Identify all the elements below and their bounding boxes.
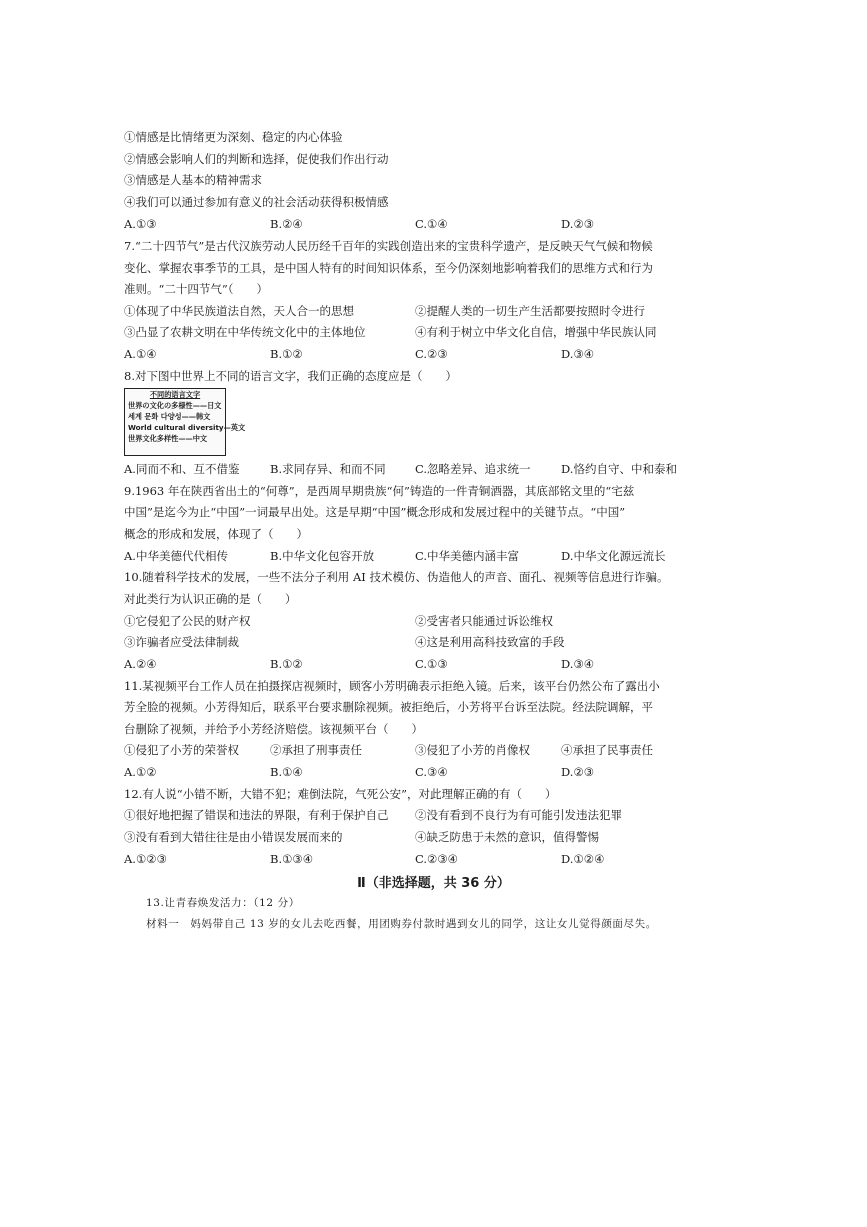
q8-option-d: D.恪约自守、中和泰和 xyxy=(561,462,677,476)
q12-item-4: ④缺乏防患于未然的意识，值得警惕 xyxy=(415,830,599,844)
q8-figure-line-2: 세계 문화 다양성——韩文 xyxy=(128,412,211,421)
q12-option-c: C.②③④ xyxy=(415,852,458,866)
q11-item-2: ②承担了刑事责任 xyxy=(270,743,362,757)
q11-stem-3: 台删除了视频，并给予小芳经济赔偿。该视频平台（ ） xyxy=(124,722,423,736)
q9-option-b: B.中华文化包容开放 xyxy=(270,549,375,563)
q10-option-d: D.③④ xyxy=(561,657,595,671)
q6-item-4: ④我们可以通过参加有意义的社会活动获得积极情感 xyxy=(124,195,389,209)
q11-item-4: ④承担了民事责任 xyxy=(561,743,653,757)
q11-option-a: A.①② xyxy=(124,765,157,779)
q9-option-d: D.中华文化源远流长 xyxy=(561,549,666,563)
q11-option-c: C.③④ xyxy=(415,765,448,779)
q10-option-c: C.①③ xyxy=(415,657,448,671)
q11-stem-1: 11.某视频平台工作人员在拍摄探店视频时，顾客小芳明确表示拒绝入镜。后来，该平台仍然公布了露出小 xyxy=(124,679,660,693)
q7-stem-1: 7.“二十四节气”是古代汉族劳动人民历经千百年的实践创造出来的宝贵科学遗产，是反映天气气候和物候 xyxy=(124,239,653,253)
q10-item-3: ③诈骗者应受法律制裁 xyxy=(124,635,239,649)
q9-stem-2: 中国”是迄今为止“中国”一词最早出处。这是早期“中国”概念形成和发展过程中的关键节点。“中国” xyxy=(124,505,626,519)
q8-figure-line-4: 世界文化多样性——中文 xyxy=(128,434,208,443)
q7-item-4: ④有利于树立中华文化自信，增强中华民族认同 xyxy=(415,325,657,339)
q8-option-b: B.求同存异、和而不同 xyxy=(270,462,386,476)
q9-option-a: A.中华美德代代相传 xyxy=(124,549,228,563)
q10-stem-2: 对此类行为认识正确的是（ ） xyxy=(124,592,297,606)
q8-language-figure xyxy=(124,388,246,456)
section-2-title: Ⅱ（非选择题，共 36 分） xyxy=(357,876,510,891)
q10-item-2: ②受害者只能通过诉讼维权 xyxy=(415,614,553,628)
q7-stem-3: 准则。“二十四节气”（ ） xyxy=(124,282,269,296)
q9-stem-1: 9.1963 年在陕西省出土的“何尊”，是西周早期贵族“何”铸造的一件青铜酒器，其底部铭文里的“宅兹 xyxy=(124,484,635,498)
q11-item-3: ③侵犯了小芳的肖像权 xyxy=(415,743,530,757)
q12-item-2: ②没有看到不良行为有可能引发违法犯罪 xyxy=(415,808,622,822)
q6-item-2: ②情感会影响人们的判断和选择，促使我们作出行动 xyxy=(124,152,389,166)
q12-item-1: ①很好地把握了错误和违法的界限，有利于保护自己 xyxy=(124,808,389,822)
q10-item-1: ①它侵犯了公民的财产权 xyxy=(124,614,251,628)
q12-option-a: A.①②③ xyxy=(124,852,167,866)
q7-option-a: A.①④ xyxy=(124,347,157,361)
q6-option-c: C.①④ xyxy=(415,217,448,231)
q12-item-3: ③没有看到大错往往是由小错误发展而来的 xyxy=(124,830,343,844)
q12-stem: 12.有人说“小错不断，大错不犯；难倒法院，气死公安”，对此理解正确的有（ ） xyxy=(124,787,557,801)
q11-option-d: D.②③ xyxy=(561,765,595,779)
q6-option-b: B.②④ xyxy=(270,217,303,231)
q9-option-c: C.中华美德内涵丰富 xyxy=(415,549,520,563)
q8-figure-line-1: 世界の文化の多様性——日文 xyxy=(128,401,222,410)
q11-stem-2: 芳全脸的视频。小芳得知后，联系平台要求删除视频。被拒绝后，小芳将平台诉至法院。经法院调解，平 xyxy=(124,700,653,714)
q7-option-c: C.②③ xyxy=(415,347,448,361)
q7-item-2: ②提醒人类的一切生产生活都要按照时令进行 xyxy=(415,304,645,318)
q6-option-a: A.①③ xyxy=(124,217,157,231)
q8-figure-title: 不同的语言文字 xyxy=(149,390,201,399)
q10-option-b: B.①② xyxy=(270,657,303,671)
q7-stem-2: 变化、掌握农事季节的工具，是中国人特有的时间知识体系，至今仍深刻地影响着我们的思维方式和行为 xyxy=(124,261,653,275)
q7-item-3: ③凸显了农耕文明在中华传统文化中的主体地位 xyxy=(124,325,366,339)
q8-figure-line-3: World cultural diversity—英文 xyxy=(128,423,246,432)
q9-stem-3: 概念的形成和发展，体现了（ ） xyxy=(124,527,308,541)
q6-item-3: ③情感是人基本的精神需求 xyxy=(124,173,262,187)
q7-option-d: D.③④ xyxy=(561,347,595,361)
q12-option-d: D.①②④ xyxy=(561,852,605,866)
q8-option-c: C.忽略差异、追求统一 xyxy=(415,462,531,476)
q8-option-a: A.同而不和、互不借鉴 xyxy=(124,462,240,476)
q13-stem: 13.让青春焕发活力：（12 分） xyxy=(146,897,300,909)
q7-option-b: B.①② xyxy=(270,347,303,361)
q6-item-1: ①情感是比情绪更为深刻、稳定的内心体验 xyxy=(124,130,343,144)
q11-option-b: B.①④ xyxy=(270,765,303,779)
q8-stem: 8.对下图中世界上不同的语言文字，我们正确的态度应是（ ） xyxy=(124,369,457,383)
q10-stem-1: 10.随着科学技术的发展，一些不法分子利用 AI 技术模仿、伪造他人的声音、面孔、视频等信息进行诈骗。 xyxy=(124,570,669,584)
q11-item-1: ①侵犯了小芳的荣誉权 xyxy=(124,743,239,757)
q7-item-1: ①体现了中华民族道法自然，天人合一的思想 xyxy=(124,304,354,318)
q10-item-4: ④这是利用高科技致富的手段 xyxy=(415,635,565,649)
q10-option-a: A.②④ xyxy=(124,657,157,671)
q13-material-1: 材料一 妈妈带自己 13 岁的女儿去吃西餐，用团购券付款时遇到女儿的同学，这让女儿觉得颜面尽失。 xyxy=(146,918,657,930)
q12-option-b: B.①③④ xyxy=(270,852,314,866)
q6-option-d: D.②③ xyxy=(561,217,595,231)
